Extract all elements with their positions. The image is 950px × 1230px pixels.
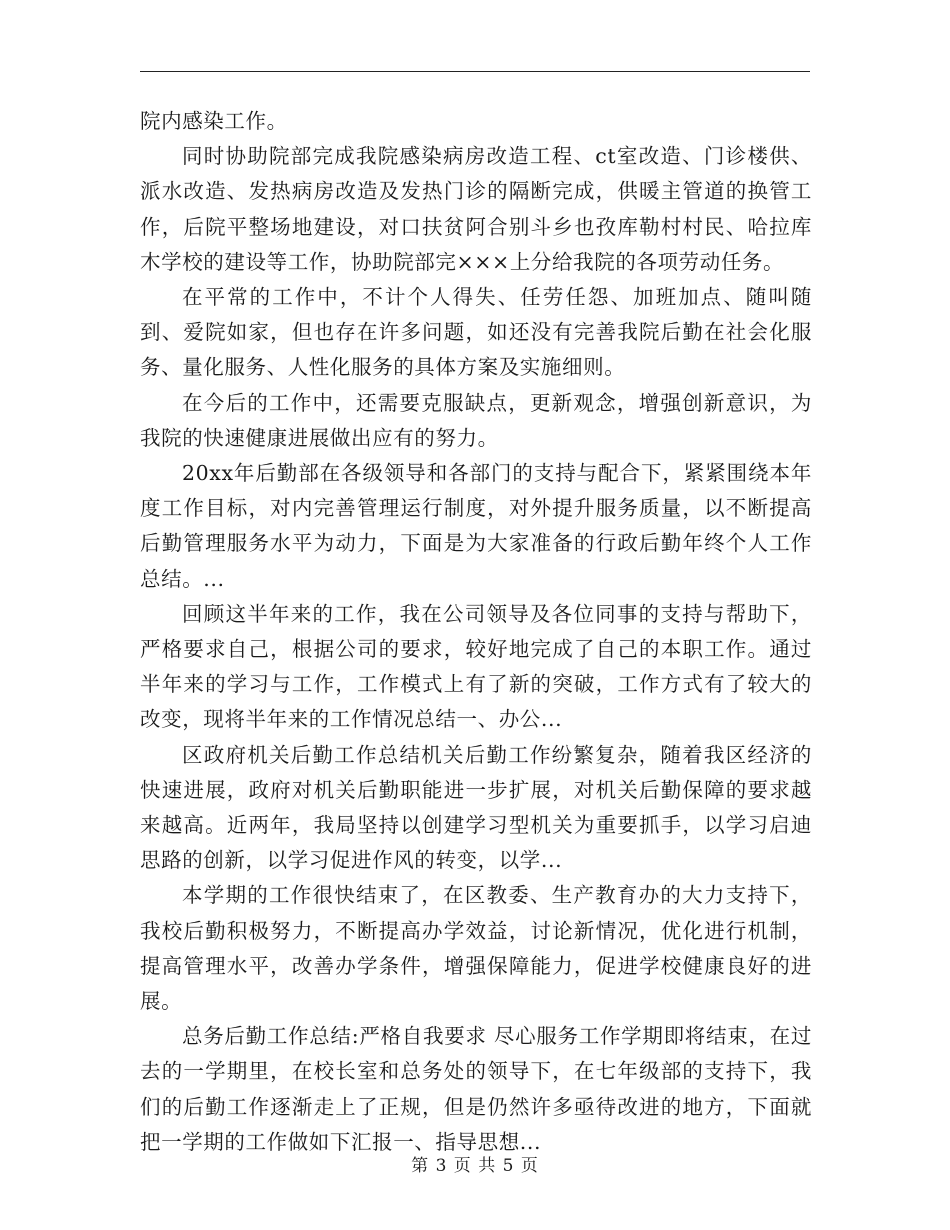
paragraph: 在今后的工作中，还需要克服缺点，更新观念，增强创新意识，为我院的快速健康进展做出应有的努力。 xyxy=(140,390,812,450)
paragraph: 在平常的工作中，不计个人得失、任劳任怨、加班加点、随叫随到、爱院如家，但也存在许多问题，如还没有完善我院后勤在社会化服务、量化服务、人性化服务的具体方案及实施细则。 xyxy=(140,285,812,380)
paragraph: 20xx年后勤部在各级领导和各部门的支持与配合下，紧紧围绕本年度工作目标，对内完善管理运行制度，对外提升服务质量，以不断提高后勤管理服务水平为动力，下面是为大家准备的行政后勤年终个人工作总结。... xyxy=(140,461,812,591)
document-body xyxy=(140,104,812,1160)
page-number-footer: 第 3 页 共 5 页 xyxy=(411,1156,539,1176)
paragraph-continuation: 院内感染工作。 xyxy=(140,109,288,133)
paragraph: 同时协助院部完成我院感染病房改造工程、ct室改造、门诊楼供、派水改造、发热病房改造及发热门诊的隔断完成，供暖主管道的换管工作，后院平整场地建设，对口扶贫阿合别斗乡也孜库勒村村民、哈拉库木学校的建设等工作，协助院部完×××上分给我院的各项劳动任务。 xyxy=(140,144,812,274)
header-rule xyxy=(140,71,810,72)
paragraph: 区政府机关后勤工作总结机关后勤工作纷繁复杂，随着我区经济的快速进展，政府对机关后勤职能进一步扩展，对机关后勤保障的要求越来越高。近两年，我局坚持以创建学习型机关为重要抓手，以学习启迪思路的创新，以学习促进作风的转变，以学... xyxy=(140,742,812,873)
paragraph: 总务后勤工作总结:严格自我要求 尽心服务工作学期即将结束，在过去的一学期里，在校长室和总务处的领导下，在七年级部的支持下，我们的后勤工作逐渐走上了正规，但是仍然许多亟待改进的地方，下面就把一学期的工作做如下汇报一、指导思想... xyxy=(140,1024,812,1154)
paragraph: 本学期的工作很快结束了，在区教委、生产教育办的大力支持下，我校后勤积极努力，不断提高办学效益，讨论新情况，优化进行机制，提高管理水平，改善办学条件，增强保障能力，促进学校健康良好的进展。 xyxy=(140,883,812,1014)
paragraph: 回顾这半年来的工作，我在公司领导及各位同事的支持与帮助下，严格要求自己，根据公司的要求，较好地完成了自己的本职工作。通过半年来的学习与工作，工作模式上有了新的突破，工作方式有了较大的改变，现将半年来的工作情况总结一、办公... xyxy=(140,601,812,732)
